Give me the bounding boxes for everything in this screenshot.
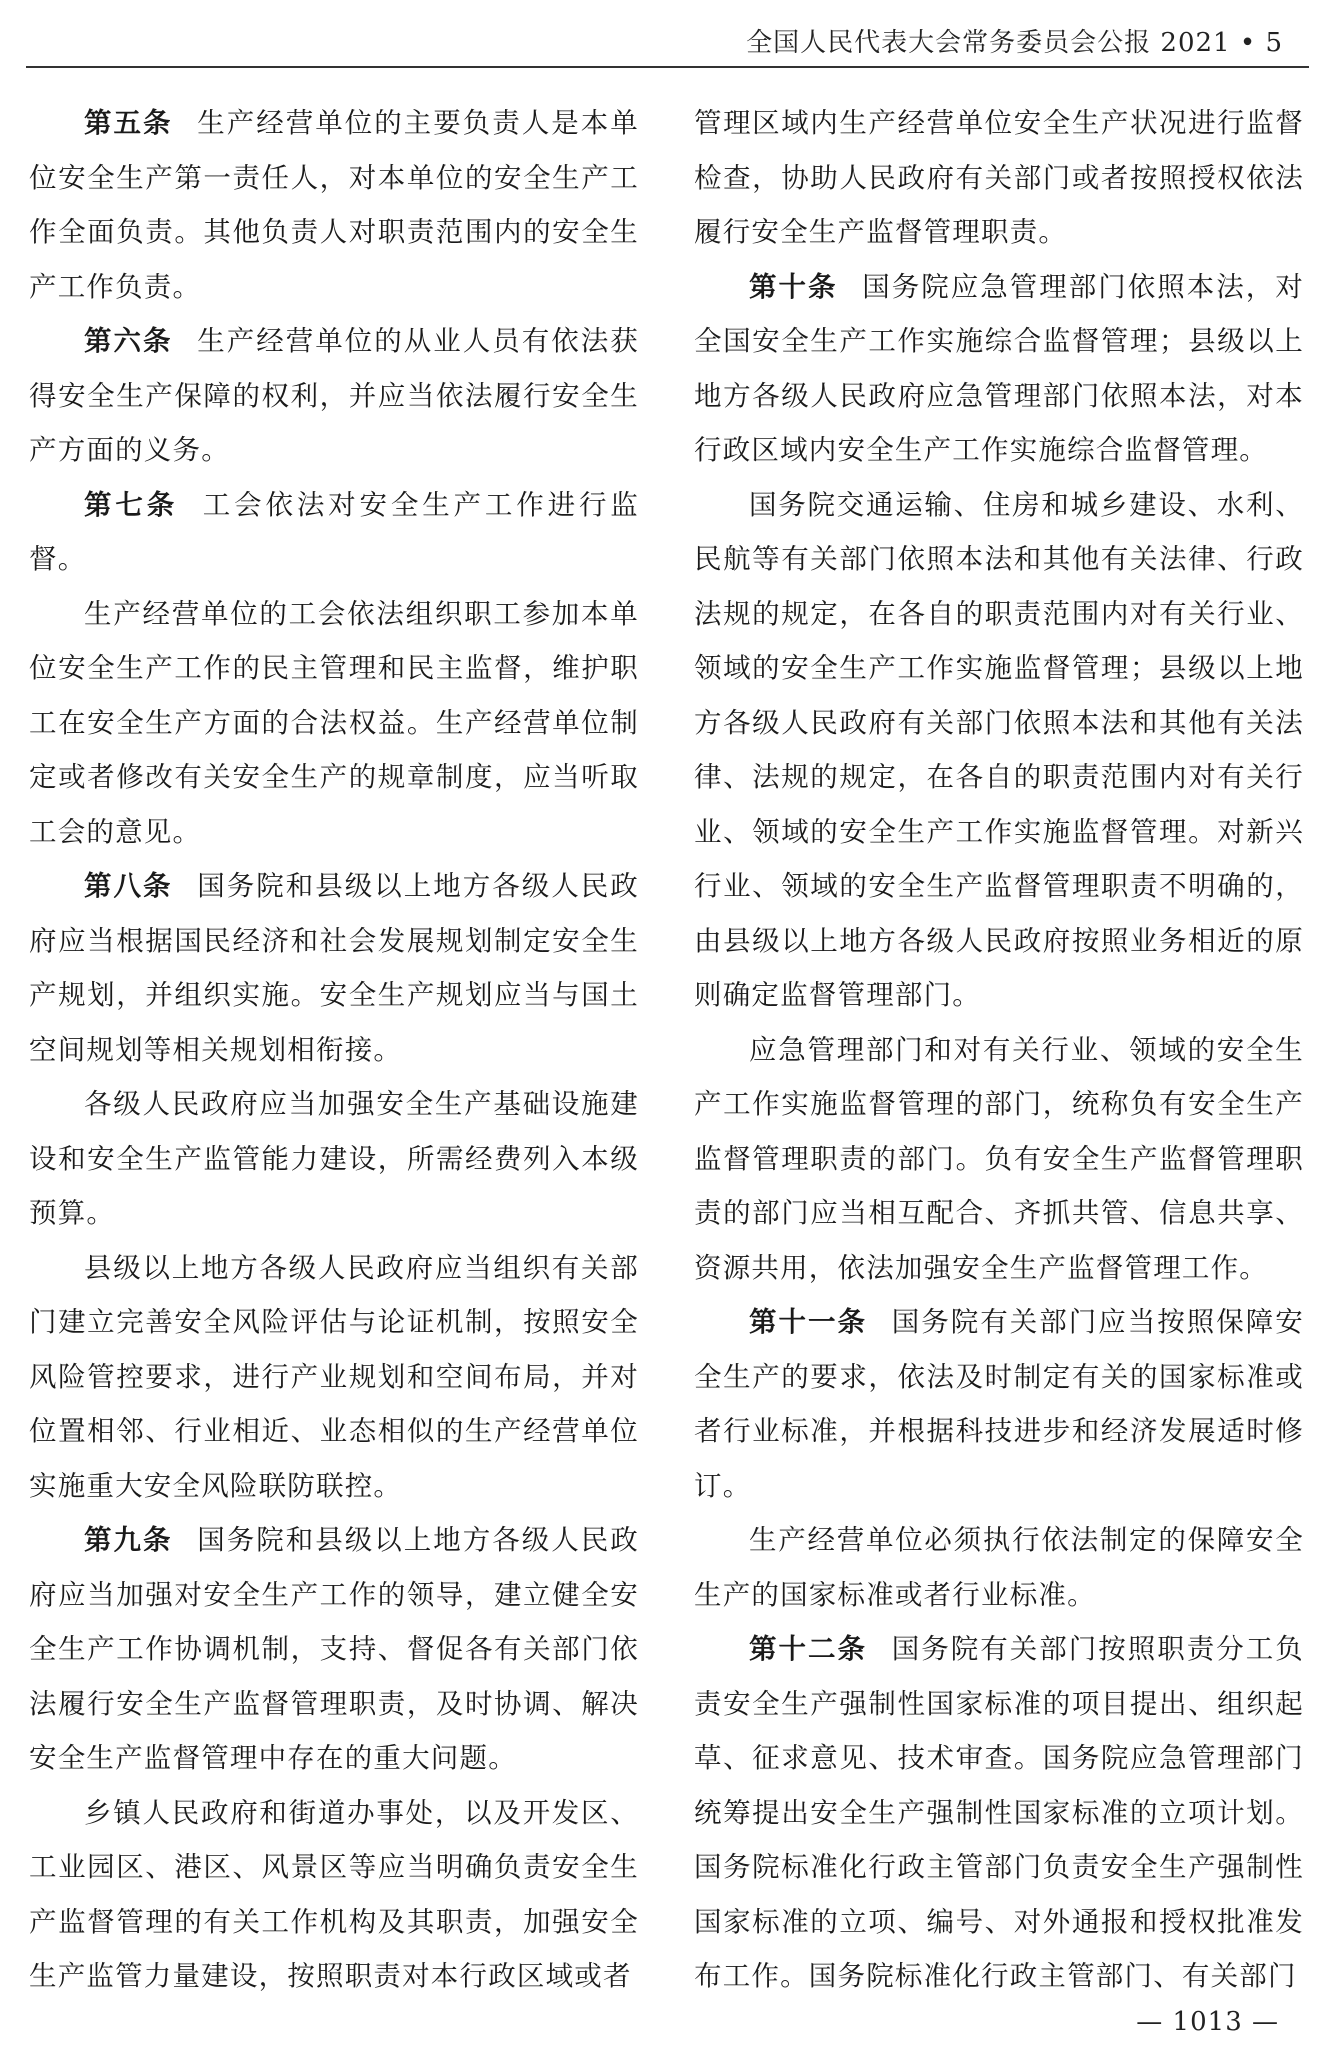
- page-number: — 1013 —: [1136, 2007, 1279, 2037]
- article-text: 生产经营单位的主要负责人是本单位安全生产第一责任人，对本单位的安全生产工作全面负责。其他负责人对职责范围内的安全生产工作负责。: [29, 107, 639, 303]
- article-paragraph: [694, 260, 1304, 478]
- paragraph-text: 国务院交通运输、住房和城乡建设、水利、民航等有关部门依照本法和其他有关法律、行政法规的规定，在各自的职责范围内对有关行业、领域的安全生产工作实施监督管理；县级以上地方各级人民政府有关部门依照本法和其他有关法律、法规的规定，在各自的职责范围内对有关行业、领域的安全生产工作实施监督管理。对新兴行业、领域的安全生产监督管理职责不明确的，由县级以上地方各级人民政府按照业务相近的原则确定监督管理部门。: [694, 488, 1304, 1011]
- article-number: 第十条: [749, 270, 838, 303]
- header-divider: [26, 66, 1309, 68]
- paragraph-text: 生产经营单位的工会依法组织职工参加本单位安全生产工作的民主管理和民主监督，维护职工在安全生产方面的合法权益。生产经营单位制定或者修改有关安全生产的规章制度，应当听取工会的意见。: [29, 597, 639, 848]
- paragraph-text: 生产经营单位必须执行依法制定的保障安全生产的国家标准或者行业标准。: [694, 1524, 1304, 1611]
- continuation-paragraph: [694, 96, 1304, 260]
- article-paragraph: [29, 1513, 639, 1786]
- article-text: 工会依法对安全生产工作进行监督。: [29, 488, 639, 575]
- paragraph: [29, 587, 639, 860]
- paragraph: [694, 1023, 1304, 1296]
- article-paragraph: [29, 314, 639, 478]
- journal-header: 全国人民代表大会常务委员会公报 2021 • 5: [746, 28, 1283, 58]
- article-text: 国务院有关部门应当按照保障安全生产的要求，依法及时制定有关的国家标准或者行业标准，并根据科技进步和经济发展适时修订。: [694, 1306, 1304, 1502]
- paragraph-text: 管理区域内生产经营单位安全生产状况进行监督检查，协助人民政府有关部门或者按照授权依法履行安全生产监督管理职责。: [694, 107, 1304, 248]
- article-paragraph: [29, 478, 639, 587]
- article-paragraph: [694, 1622, 1304, 2004]
- article-paragraph: [694, 1295, 1304, 1513]
- paragraph-text: 各级人民政府应当加强安全生产基础设施建设和安全生产监管能力建设，所需经费列入本级预算。: [29, 1088, 639, 1229]
- article-number: 第六条: [84, 325, 173, 357]
- paragraph-text: 应急管理部门和对有关行业、领域的安全生产工作实施监督管理的部门，统称负有安全生产监督管理职责的部门。负有安全生产监督管理职责的部门应当相互配合、齐抓共管、信息共享、资源共用，依法加强安全生产监督管理工作。: [694, 1033, 1304, 1284]
- article-number: 第八条: [84, 870, 173, 902]
- paragraph: [694, 1513, 1304, 1622]
- article-paragraph: [29, 96, 639, 314]
- article-text: 国务院和县级以上地方各级人民政府应当根据国民经济和社会发展规划制定安全生产规划，并组织实施。安全生产规划应当与国土空间规划等相关规划相衔接。: [29, 870, 639, 1066]
- article-paragraph: [29, 859, 639, 1077]
- article-text: 国务院有关部门按照职责分工负责安全生产强制性国家标准的项目提出、组织起草、征求意见、技术审查。国务院应急管理部门统筹提出安全生产强制性国家标准的立项计划。国务院标准化行政主管部门负责安全生产强制性国家标准的立项、编号、对外通报和授权批准发布工作。国务院标准化行政主管部门、有关部门: [694, 1633, 1304, 1992]
- article-text: 国务院应急管理部门依照本法，对全国安全生产工作实施综合监督管理；县级以上地方各级人民政府应急管理部门依照本法，对本行政区域内安全生产工作实施综合监督管理。: [694, 270, 1304, 466]
- article-text: 国务院和县级以上地方各级人民政府应当加强对安全生产工作的领导，建立健全安全生产工作协调机制，支持、督促各有关部门依法履行安全生产监督管理职责，及时协调、解决安全生产监督管理中存在的重大问题。: [29, 1524, 639, 1774]
- article-number: 第九条: [84, 1524, 173, 1556]
- right-column: [694, 96, 1304, 2004]
- paragraph: [29, 1077, 639, 1241]
- article-number: 第十一条: [749, 1306, 868, 1338]
- paragraph: [694, 478, 1304, 1023]
- paragraph-text: 乡镇人民政府和街道办事处，以及开发区、工业园区、港区、风景区等应当明确负责安全生产监督管理的有关工作机构及其职责，加强安全生产监管力量建设，按照职责对本行政区域或者: [29, 1796, 639, 1992]
- article-text: 生产经营单位的从业人员有依法获得安全生产保障的权利，并应当依法履行安全生产方面的义务。: [29, 325, 639, 466]
- article-number: 第五条: [84, 107, 173, 139]
- left-column: [29, 96, 639, 2004]
- paragraph: [29, 1786, 639, 2004]
- paragraph: [29, 1241, 639, 1514]
- paragraph-text: 县级以上地方各级人民政府应当组织有关部门建立完善安全风险评估与论证机制，按照安全风险管控要求，进行产业规划和空间布局，并对位置相邻、行业相近、业态相似的生产经营单位实施重大安全风险联防联控。: [29, 1251, 639, 1502]
- article-number: 第十二条: [749, 1633, 868, 1665]
- article-number: 第七条: [84, 488, 179, 521]
